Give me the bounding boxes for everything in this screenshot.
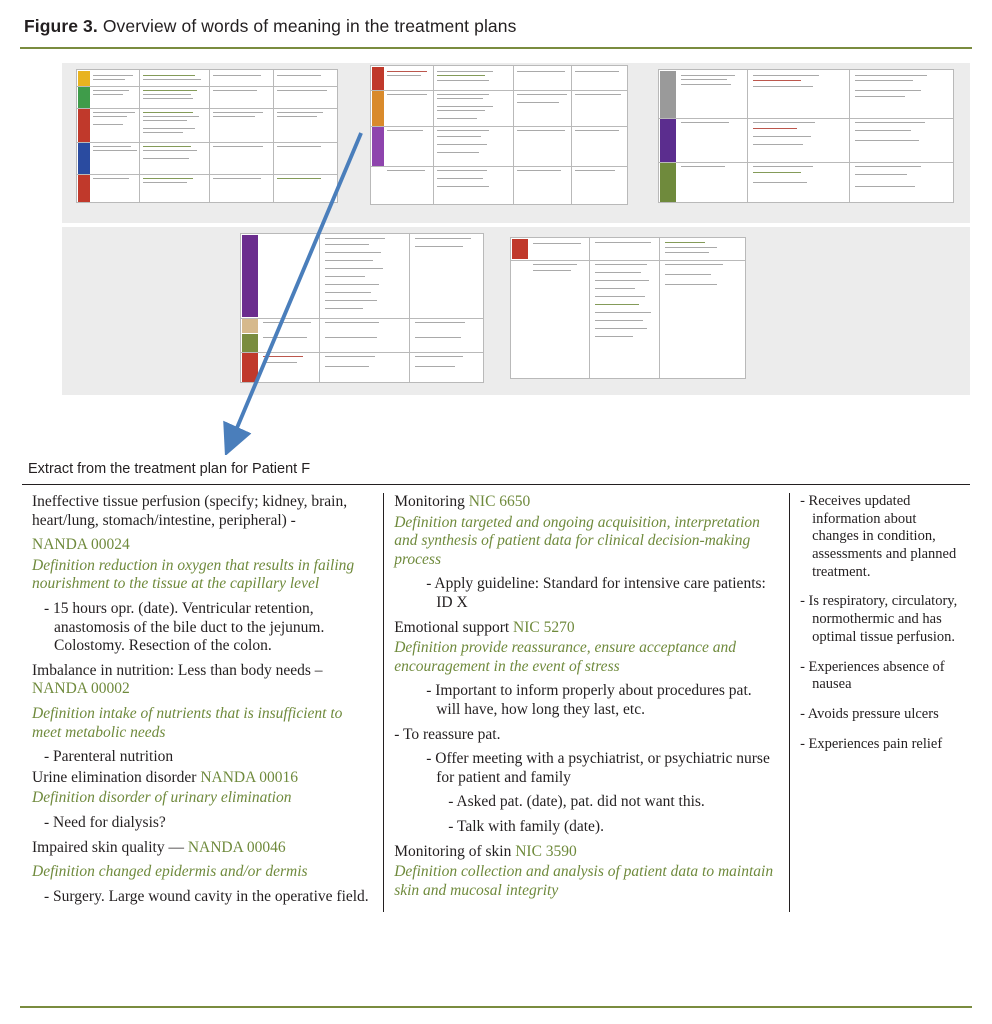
screenshot-thumbnail-3 bbox=[658, 69, 954, 203]
definition-text: Definition disorder of urinary elimination bbox=[32, 789, 292, 807]
row-color-swatch bbox=[660, 119, 676, 162]
nic-code: NIC 6650 bbox=[468, 493, 531, 510]
screenshot-montage bbox=[18, 55, 974, 455]
row-color-swatch bbox=[242, 235, 258, 317]
intervention-note: - Important to inform properly about procedures pat. will have, how long they last, etc. bbox=[426, 682, 752, 718]
caption-divider bbox=[20, 47, 972, 49]
row-color-swatch bbox=[78, 87, 90, 108]
row-color-swatch bbox=[512, 239, 528, 259]
diagnosis-title: Impaired skin quality — NANDA 00046 bbox=[32, 838, 286, 856]
screenshot-thumbnail-4 bbox=[240, 233, 484, 383]
definition-text: Definition provide reassurance, ensure acceptance and encouragement in the event of stress bbox=[394, 639, 736, 675]
intervention-title: Monitoring NIC 6650 bbox=[394, 493, 531, 510]
figure-label: Figure 3. bbox=[24, 16, 98, 36]
definition-text: Definition intake of nutrients that is insufficient to meet metabolic needs bbox=[32, 704, 343, 741]
definition-text: Definition targeted and ongoing acquisition, interpretation and synthesis of patient data for clinical decision-making process bbox=[394, 513, 760, 568]
intervention-note: - Apply guideline: Standard for intensive care patients: ID X bbox=[426, 575, 766, 611]
row-color-swatch bbox=[660, 71, 676, 118]
outcome-item: - Experiences absence of nausea bbox=[800, 658, 945, 693]
intervention-note: - Offer meeting with a psychiatrist, or psychiatric nurse for patient and family bbox=[426, 750, 770, 786]
row-color-swatch bbox=[242, 353, 258, 383]
row-color-swatch bbox=[78, 71, 90, 86]
intervention-note: - Surgery. Large wound cavity in the operative field. bbox=[44, 887, 369, 905]
extract-title: Extract from the treatment plan for Patient F bbox=[28, 461, 311, 477]
nanda-code: NANDA 00016 bbox=[200, 768, 299, 786]
nic-code: NIC 5270 bbox=[513, 618, 575, 636]
figure-caption bbox=[18, 0, 974, 47]
intervention-note: - Parenteral nutrition bbox=[44, 748, 174, 766]
extract-columns bbox=[18, 485, 974, 912]
definition-text: Definition changed epidermis and/or dermis bbox=[32, 863, 308, 881]
intervention-note: - Talk with family (date). bbox=[448, 817, 604, 835]
intervention-title: Monitoring of skin NIC 3590 bbox=[394, 842, 577, 860]
diagnosis-title: Ineffective tissue perfusion (specify; kidney, brain, heart/lung, stomach/intestine, peripheral) - bbox=[32, 493, 348, 529]
outcome-item: - Experiences pain relief bbox=[800, 735, 943, 752]
column-nursing-diagnoses bbox=[22, 493, 383, 912]
diagnosis-title: Imbalance in nutrition: Less than body needs – NANDA 00002 bbox=[32, 661, 323, 698]
row-color-swatch bbox=[372, 67, 384, 90]
column-nursing-interventions bbox=[383, 493, 789, 912]
intervention-note: - Asked pat. (date), pat. did not want this. bbox=[448, 793, 705, 811]
intervention-title: Emotional support NIC 5270 bbox=[394, 618, 575, 636]
nic-code: NIC 3590 bbox=[515, 842, 577, 860]
row-color-swatch bbox=[242, 334, 258, 352]
figure-bottom-rule bbox=[20, 1006, 972, 1008]
screenshot-thumbnail-1 bbox=[76, 69, 338, 203]
outcome-item: - Avoids pressure ulcers bbox=[800, 705, 939, 722]
row-color-swatch bbox=[372, 127, 384, 166]
screenshot-thumbnail-2 bbox=[370, 65, 628, 205]
screenshot-thumbnail-5 bbox=[510, 237, 746, 379]
nanda-code: NANDA 00046 bbox=[187, 838, 286, 856]
figure-caption-text: Overview of words of meaning in the treatment plans bbox=[102, 16, 517, 36]
row-color-swatch bbox=[372, 91, 384, 126]
row-color-swatch bbox=[78, 109, 90, 142]
nanda-code: NANDA 00002 bbox=[32, 680, 130, 698]
outcome-item: - Is respiratory, circulatory, normothermic and has optimal tissue perfusion. bbox=[800, 593, 958, 645]
column-expected-outcomes bbox=[789, 493, 970, 912]
diagnosis-title: Urine elimination disorder NANDA 00016 bbox=[32, 768, 299, 786]
intervention-note: - To reassure pat. bbox=[394, 725, 501, 743]
row-color-swatch bbox=[78, 175, 90, 203]
intervention-note: - Need for dialysis? bbox=[44, 813, 166, 831]
definition-text: Definition reduction in oxygen that results in failing nourishment to the tissue at the capillary level bbox=[32, 556, 355, 593]
outcome-item: - Receives updated information about changes in condition, assessments and planned treatment. bbox=[800, 493, 957, 580]
row-color-swatch bbox=[78, 143, 90, 174]
row-color-swatch bbox=[242, 319, 258, 333]
definition-text: Definition collection and analysis of patient data to maintain skin and mucosal integrity bbox=[394, 863, 774, 899]
row-color-swatch bbox=[660, 163, 676, 203]
nanda-code: NANDA 00024 bbox=[32, 536, 130, 554]
intervention-note: - 15 hours opr. (date). Ventricular retention, anastomosis of the bile duct to the jejunum. Colostomy. Resection of the colon. bbox=[44, 599, 325, 655]
